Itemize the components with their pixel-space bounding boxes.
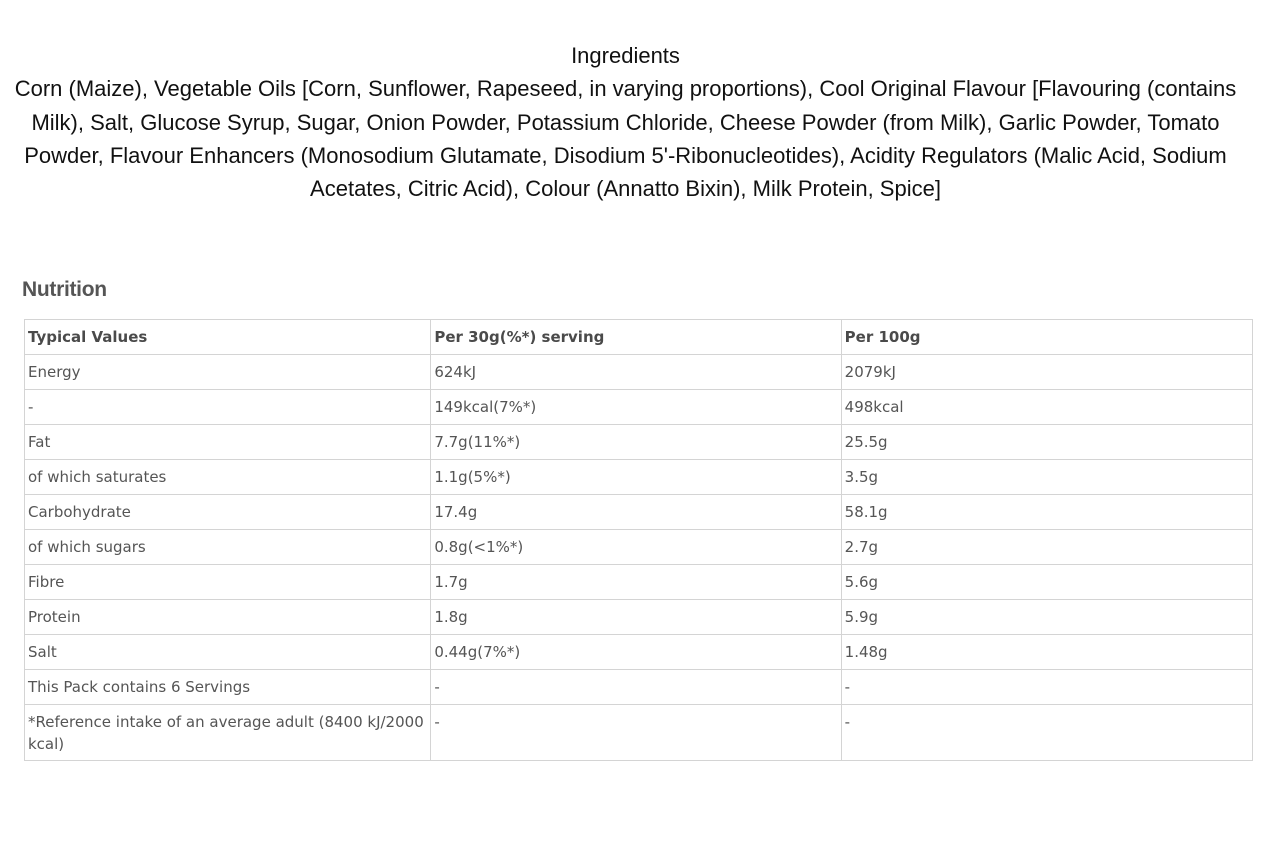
per-100g-value: 25.5g [841,425,1252,460]
column-header-per-serving: Per 30g(%*) serving [431,320,841,355]
nutrition-heading: Nutrition [22,278,107,301]
table-row [25,565,1253,600]
nutrient-label: This Pack contains 6 Servings [25,670,431,705]
table-row [25,425,1253,460]
per-serving-value: 1.7g [431,565,841,600]
per-100g-value: 58.1g [841,495,1252,530]
per-serving-value: 17.4g [431,495,841,530]
table-row [25,460,1253,495]
nutrient-label: of which sugars [25,530,431,565]
per-serving-value: 7.7g(11%*) [431,425,841,460]
nutrient-label: Salt [25,635,431,670]
nutrient-label: - [25,390,431,425]
per-100g-value: - [841,670,1252,705]
ingredients-section [0,39,1251,205]
per-serving-value: 149kcal(7%*) [431,390,841,425]
per-100g-value: 5.9g [841,600,1252,635]
nutrient-label: Carbohydrate [25,495,431,530]
nutrient-label: Energy [25,355,431,390]
table-row [25,355,1253,390]
per-100g-value: 3.5g [841,460,1252,495]
column-header-per-100g: Per 100g [841,320,1252,355]
per-serving-value: 624kJ [431,355,841,390]
per-100g-value: 5.6g [841,565,1252,600]
per-serving-value: 0.8g(<1%*) [431,530,841,565]
nutrient-label: *Reference intake of an average adult (8400 kJ/2000 kcal) [25,705,431,761]
table-row [25,635,1253,670]
nutrition-table [24,319,1253,761]
table-row [25,530,1253,565]
per-serving-value: 1.1g(5%*) [431,460,841,495]
table-row [25,390,1253,425]
per-serving-value: - [431,705,841,761]
nutrient-label: Fibre [25,565,431,600]
table-row [25,705,1253,761]
table-row [25,600,1253,635]
per-serving-value: 0.44g(7%*) [431,635,841,670]
ingredients-text: Corn (Maize), Vegetable Oils [Corn, Sunflower, Rapeseed, in varying proportions), Cool Original Flavour [Flavouring (contains Milk), Salt, Glucose Syrup, Sugar, Onion Powder, Potassium Chloride, Cheese Powder (from Milk), Garlic Powder, Tomato Powder, Flavour Enhancers (Monosodium Glutamate, Disodium 5'-Ribonucleotides), Acidity Regulators (Malic Acid, Sodium Acetates, Citric Acid), Colour (Annatto Bixin), Milk Protein, Spice] [14,76,1237,202]
per-serving-value: 1.8g [431,600,841,635]
per-serving-value: - [431,670,841,705]
per-100g-value: 2.7g [841,530,1252,565]
per-100g-value: 498kcal [841,390,1252,425]
per-100g-value: - [841,705,1252,761]
table-header-row [25,320,1253,355]
table-row [25,670,1253,705]
per-100g-value: 2079kJ [841,355,1252,390]
per-100g-value: 1.48g [841,635,1252,670]
nutrient-label: Fat [25,425,431,460]
nutrient-label: of which saturates [25,460,431,495]
ingredients-title: Ingredients [571,43,680,68]
column-header-typical-values: Typical Values [25,320,431,355]
nutrient-label: Protein [25,600,431,635]
table-row [25,495,1253,530]
